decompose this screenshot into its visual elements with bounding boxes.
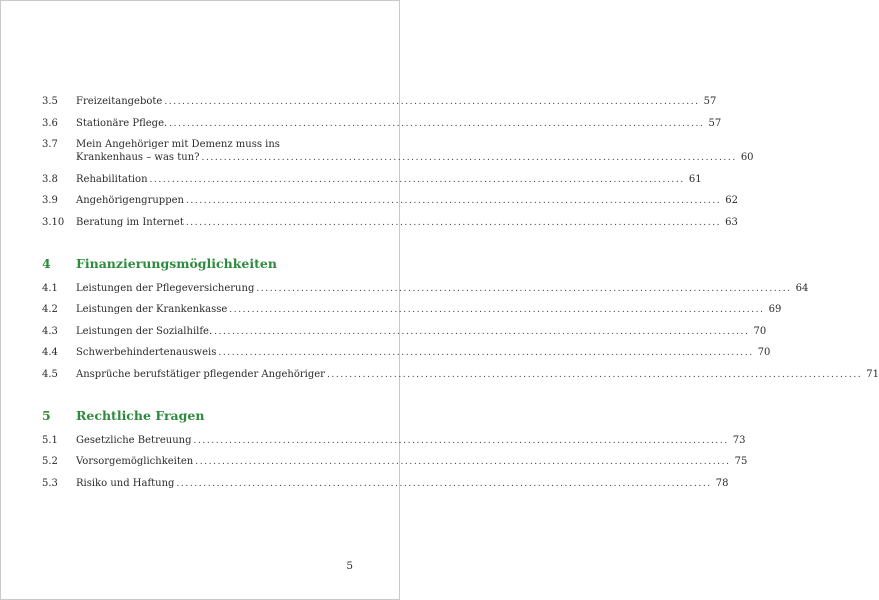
entry-page-number: 57 <box>708 117 722 129</box>
entry-number: 3.7 <box>42 139 58 151</box>
table-of-contents <box>42 95 879 498</box>
dot-leader: ........................................................................................................................ <box>214 326 750 337</box>
entry-page-number: 70 <box>757 347 771 359</box>
entry-title: Leistungen der Pflegeversicherung <box>76 282 255 294</box>
entry-title: Freizeitangebote <box>76 96 163 107</box>
dot-leader: ........................................................................................................................ <box>164 97 700 107</box>
dot-leader: ........................................................................................................................ <box>185 217 722 228</box>
entry-number: 3.8 <box>42 173 58 185</box>
dot-leader: ........................................................................................................................ <box>169 118 705 129</box>
toc-entry[interactable] <box>42 368 879 382</box>
entry-title: Leistungen der Sozialhilfe. <box>76 325 213 337</box>
entry-title: Ansprüche berufstätiger pflegender Angehöriger <box>76 368 325 380</box>
toc-entry[interactable] <box>42 173 702 187</box>
toc-entry[interactable] <box>42 282 809 296</box>
entry-number: 3.9 <box>42 195 58 207</box>
entry-page-number: 69 <box>768 304 782 316</box>
dot-leader: ........................................................................................................................ <box>201 153 737 164</box>
entry-page-number: 70 <box>753 325 767 337</box>
dot-leader: ........................................................................................................................ <box>185 196 722 207</box>
entry-title: Rehabilitation <box>76 173 148 185</box>
entry-number: 4.4 <box>42 347 58 359</box>
toc-entry[interactable] <box>42 138 754 165</box>
entry-number: 5.3 <box>42 477 58 489</box>
dot-leader: ........................................................................................................................ <box>176 478 712 489</box>
toc-entry[interactable] <box>42 216 738 230</box>
entry-title: Angehörigengruppen <box>76 195 184 207</box>
toc-entry[interactable] <box>42 194 739 208</box>
entry-page-number: 62 <box>725 195 739 207</box>
chapter-number: 4 <box>42 255 51 271</box>
dot-leader: ........................................................................................................................ <box>229 305 765 316</box>
entry-number: 5.2 <box>42 456 58 468</box>
entry-title: Stationäre Pflege. <box>76 117 168 129</box>
entry-page-number: 63 <box>725 216 738 228</box>
dot-leader: ........................................................................................................................ <box>149 174 685 185</box>
chapter-title: Finanzierungsmöglichkeiten <box>76 255 277 271</box>
chapter-title: Rechtliche Fragen <box>76 407 205 423</box>
dot-leader: ........................................................................................................................ <box>256 283 792 294</box>
chapter-number: 5 <box>42 407 51 423</box>
dot-leader: ........................................................................................................................ <box>218 348 754 359</box>
toc-entry[interactable] <box>42 477 729 491</box>
entry-page-number: 73 <box>732 434 746 446</box>
chapter-heading <box>42 256 354 272</box>
entry-title: Vorsorgemöglichkeiten <box>76 456 194 468</box>
entry-title: Leistungen der Krankenkasse <box>76 304 228 316</box>
entry-title-line-1: Mein Angehöriger mit Demenz muss ins <box>76 139 280 151</box>
toc-entry[interactable] <box>42 303 782 317</box>
toc-entry[interactable] <box>42 346 771 360</box>
entry-title: Risiko und Haftung <box>76 477 175 489</box>
entry-title: Gesetzliche Betreuung <box>76 434 192 446</box>
entry-number: 3.10 <box>42 216 65 228</box>
entry-page-number: 75 <box>734 456 748 468</box>
toc-entry[interactable] <box>42 95 717 109</box>
toc-entry[interactable] <box>42 117 722 131</box>
dot-leader: ........................................................................................................................ <box>326 369 863 380</box>
entry-page-number: 78 <box>715 477 729 489</box>
entry-page-number: 71 <box>866 368 879 380</box>
dot-leader: ........................................................................................................................ <box>193 435 729 446</box>
dot-leader: ........................................................................................................................ <box>195 457 731 468</box>
entry-number: 4.3 <box>42 325 58 337</box>
entry-number: 4.1 <box>42 282 58 294</box>
toc-entry[interactable] <box>42 325 767 339</box>
toc-entry[interactable] <box>42 434 746 448</box>
entry-number: 5.1 <box>42 434 58 446</box>
entry-number: 3.6 <box>42 117 58 129</box>
chapter-heading <box>42 408 354 424</box>
entry-page-number: 60 <box>740 152 754 164</box>
entry-title: Beratung im Internet <box>76 216 184 228</box>
entry-number: 4.2 <box>42 304 58 316</box>
entry-title: Schwerbehindertenausweis <box>76 347 217 359</box>
entry-title: Krankenhaus – was tun? <box>76 152 200 164</box>
entry-number: 4.5 <box>42 368 58 380</box>
page-number: 5 <box>346 560 353 572</box>
entry-number: 3.5 <box>42 96 58 107</box>
entry-page-number: 61 <box>688 173 702 185</box>
entry-page-number: 64 <box>795 282 809 294</box>
entry-page-number: 57 <box>703 96 717 107</box>
toc-entry[interactable] <box>42 455 748 469</box>
